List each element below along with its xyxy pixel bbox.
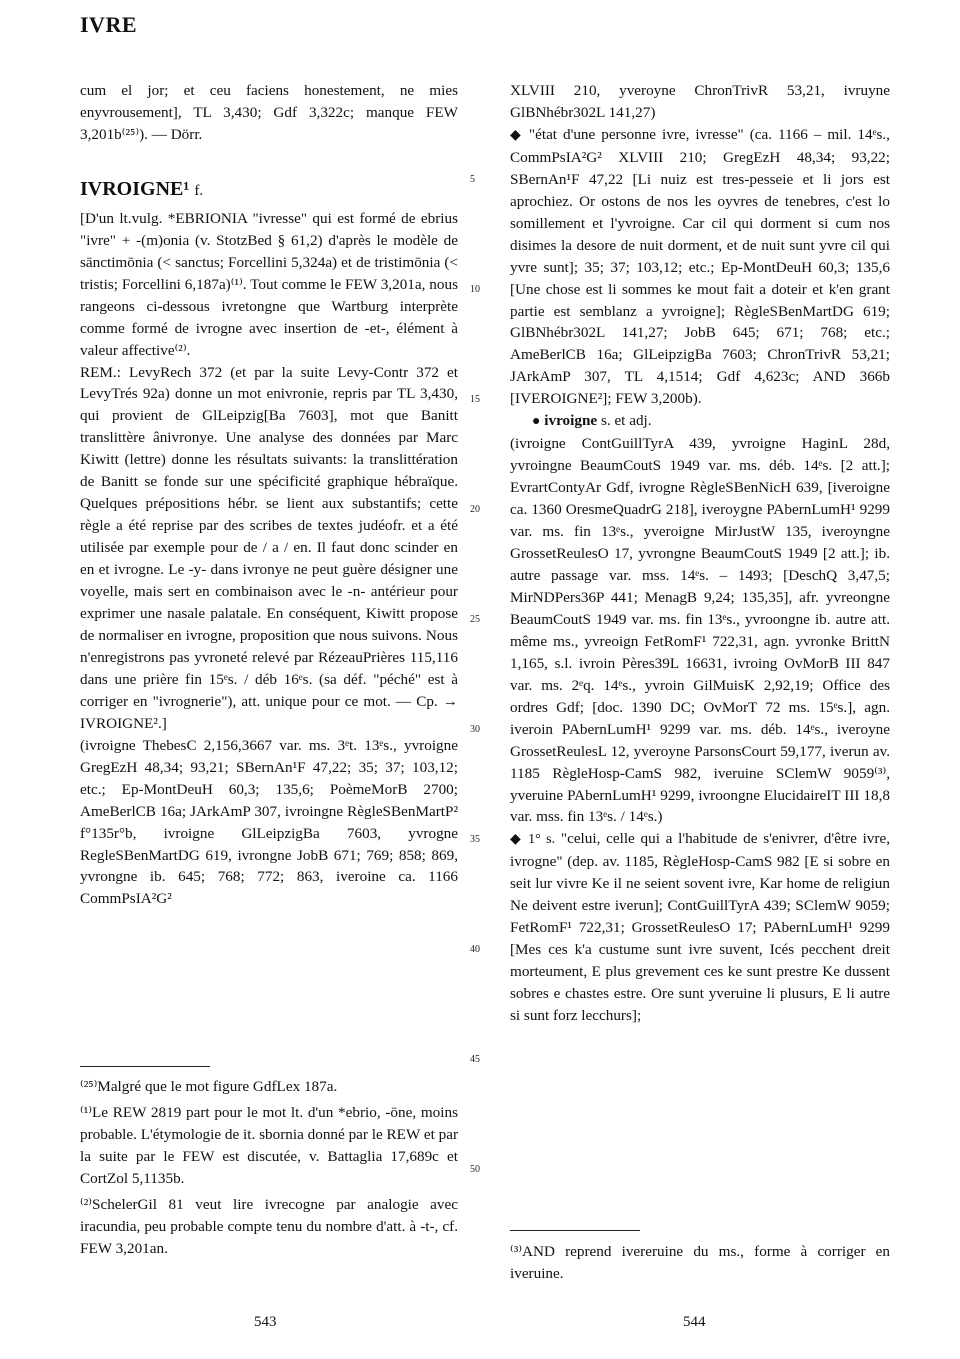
right-column <box>510 80 890 1027</box>
subentry-heading <box>510 410 890 433</box>
remark-text: REM.: LevyRech 372 (et par la suite Levy-Contr 372 et LevyTrés 92a) donne un mot enivronie, repris par TL 3,430, qui provient de GlLeipzig[Ba 7603], mot que Banitt translittère ânivronye. Une analyse des données par Marc Kiwitt (lettre) donne les résultats suivants: la translittération de Banitt se fonde sur une spécificité graphique hébraïque. Quelques prépositions hébr. se lient aux substantifs; cette règle a été reprise par des scribes de textes judéofr. et a été utilisée par exemple pour de / a / en. Il faut donc scinder en en et ivrogne. Le -y- dans ivronye ne peut guère désigner une voyelle, mais sert en combinaison avec le -n- antérieur pour exprimer une nasale palatale. En conséquent, Kiwitt propose de normaliser en ivrogne, proposition que nous suivons. Nous n'enregistrons pas yvroneté relevé par RézeauPrières 115,116 dans une prière fin 15ᵉs. / déb 16ᵉs. (sa déf. "péché" est à corriger en "ivrognerie"), att. unique pour ce mot. — Cp. → IVROIGNE².] <box>80 363 458 732</box>
line-number: 10 <box>470 284 480 295</box>
etymology-text: [D'un lt.vulg. *EBRIONIA "ivresse" qui est formé de ebrius "ivre" + -(m)onia (v. StotzBed § 61,2) d'après le modèle de sānctimōnia (< sanctus; Forcellini 5,324a) et de tristimōnia (< tristis; Forcellini 6,187a)⁽¹⁾. Tout comme le FEW 3,201a, nous rangeons ci-dessous ivretongne que Wartburg interprète comme formé de ivrogne avec insertion de -et-, élément à valeur affective⁽²⁾. <box>80 209 458 359</box>
left-column <box>80 80 458 910</box>
diamond-icon: ◆ <box>510 127 523 143</box>
footnote: ⁽³⁾AND reprend ivereruine du ms., forme à corriger en iveruine. <box>510 1243 890 1282</box>
continuation-text: cum el jor; et ceu faciens honestement, ne mies enyvrousement], TL 3,430; Gdf 3,322c; manque FEW 3,201b⁽²⁵⁾). — Dörr. <box>80 82 458 143</box>
line-number: 5 <box>470 174 475 185</box>
footnote: ⁽²⁵⁾Malgré que le mot figure GdfLex 187a. <box>80 1078 338 1095</box>
subentry-word: ivroigne <box>544 412 598 430</box>
line-number: 30 <box>470 724 480 735</box>
sense-text: "celui, celle qui a l'habitude de s'enivrer, d'être ivre, ivrogne" (dep. av. 1185, RègleHosp-CamS 982 [E si sobre en seit lur vivre Ke il ne seient sovent ivre, Kar home de religiun Ne deivent estre iverun]; ContGuillTyrA 439; SClemW 9059; FetRomF¹ 722,31; GrossetReulesO 17; PAbernLumH¹ 9299 [Mes ces k'a custume sunt ivre suvent, Icés pecchent dreit morteument, E plus grevement ces ke sunt prestre Ke dussent sobres e chastes estre. Ore sunt yveruine li plusurs, E li autre si sunt forz lecchurs]; <box>510 830 890 1025</box>
line-number: 15 <box>470 394 480 405</box>
running-head: IVRE <box>80 12 138 37</box>
line-number: 20 <box>470 504 480 515</box>
line-number: 45 <box>470 1054 480 1065</box>
left-footnotes <box>80 1076 458 1264</box>
page-number-left: 543 <box>254 1314 277 1330</box>
right-footnotes <box>510 1241 890 1289</box>
subentry-pos: s. et adj. <box>600 412 652 430</box>
page-number-right: 544 <box>683 1314 706 1330</box>
footnote: ⁽²⁾SchelerGil 81 veut lire ivrecogne par analogie avec iracundia, peu probable compte tenu du nombre d'att. à -t-, cf. FEW 3,201an. <box>80 1195 458 1257</box>
line-number: 50 <box>470 1164 480 1175</box>
entry-headword <box>80 176 458 204</box>
footnote-rule <box>510 1230 640 1231</box>
continuation-text: XLVIII 210, yveroyne ChronTrivR 53,21, ivruyne GlBNhébr302L 141,27) <box>510 82 890 121</box>
line-number: 35 <box>470 834 480 845</box>
headword-text: IVROIGNE¹ <box>80 177 190 200</box>
headword-pos: f. <box>194 182 204 199</box>
footnote-rule <box>80 1066 210 1067</box>
diamond-icon: ◆ 1° s. <box>510 832 556 848</box>
bullet-icon: ● <box>532 414 541 430</box>
line-number: 40 <box>470 944 480 955</box>
attestations-text: (ivroigne ThebesC 2,156,3667 var. ms. 3ᵉt. 13ᵉs., yvroigne GregEzH 48,34; 93,21; SBernAn¹F 47,22; 35; 37; 103,12; etc.; Ep-MontDeuH 60,3; 135,6; PoèmeMorB 2700; AmeBerlCB 16a; JArkAmP 307, ivroingne RègleSBenMartP² f°135r°b, ivroigne GlLeipzigBa 7603, yvrogne RegleSBenMartDG 619, ivrongne JobB 671; 769; 858; 869, yvrongne ib. 645; 768; 772; 863, iveroine ca. 1166 CommPsIA²G² <box>80 736 458 908</box>
sense-block <box>510 828 890 1027</box>
attestations-text: (ivroigne ContGuillTyrA 439, yvroigne HaginL 28d, yvroingne BeaumCoutS 1949 var. ms. déb. 14ᵉs. [2 att.]; EvrartContyAr Gdf, ivrogne RègleSBenNicH 639, [iveroigne ca. 1360 OresmeQuadrG 218], iveroygne PAbernLumH¹ 9299 var. ms. fin 13ᵉs., yveroigne MirJustW 135, iveroyngne GrossetReulesO 17, yvrongne BeaumCoutS 1949 [2 att.]; ib. autre passage var. mss. 14ᵉs. – 1493; [DeschQ 3,47,5; MirNDPers36P 441; MenagB 9,24; 135,35], afr. yvreongne BeaumCoutS 1949 var. ms. fin 13ᵉs., yvroongne ib. autre att. même ms., yvreoign FetRomF¹ 722,31, agn. yvronke BrittN 1,165, s.l. ivroin Pères39L 16631, ivroing OvMorB III 847 var. ms. 2ᵉq. 14ᵉs., yvroin GilMuisK 2,92,19; Office des ordres Gdf; [doc. 1390 DC; OvMorT 72 ms. 15ᵉs.], agn. iveroin PAbernLumH¹ 9299 var. ms. déb. 14ᵉs., iveroyne GrossetReulesL 12, yveroyne ParsonsCourt 59,177, iverun av. 1185 RègleHosp-CamS 982, iveruine SClemW 9059⁽³⁾, yveruine PAbernLumH¹ 9299, ivroongne ElucidaireIT III 18,8 var. mss. fin 13ᵉs. / 14ᵉs.) <box>510 435 890 826</box>
sense-text: "état d'une personne ivre, ivresse" (ca. 1166 – mil. 14ᵉs., CommPsIA²G² XLVIII 210; GregEzH 48,34; 93,22; SBernAn¹F 47,22 [Li nuiz est tres-pesseie et li jors est aprochiez. Or ostons de nos les oyvres de tenebres, c'est lo somillement et l'yvroigne. Car cil qui dorment si cum nos disimes la desore de nuit dorment, et de nuit sunt yvre cil qui yvre sunt]; 35; 37; 103,12; etc.; Ep-MontDeuH 60,3; 135,6 [Une chose est li sommes ke mout fait a doteir et k'en grant partie est semblanz a yvroigne]; RègleSBenMartDG 619; GlBNhébr302L 141,27; JobB 645; 671; 768; etc.; AmeBerlCB 16a; GlLeipzigBa 7603; ChronTrivR 53,21; JArkAmP 307, TL 4,1514; Gdf 4,623c; AND 366b [IVEROIGNE²]; FEW 3,200b). <box>510 125 890 408</box>
sense-block <box>510 124 890 410</box>
line-number: 25 <box>470 614 480 625</box>
footnote: ⁽¹⁾Le REW 2819 part pour le mot lt. d'un *ebrio, -ōne, moins probable. L'étymologie de it. sbornia donné par le REW et par la suite par le FEW est discutée, v. Battaglia 17,689c et CortZol 5,1135b. <box>80 1103 458 1187</box>
